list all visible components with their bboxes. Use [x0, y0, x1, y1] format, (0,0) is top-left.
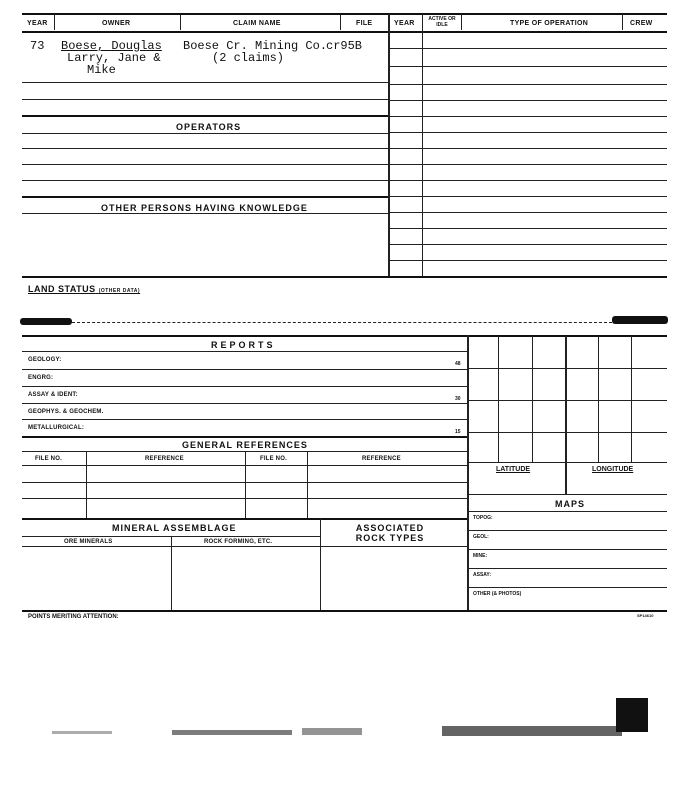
rule	[390, 148, 667, 149]
land-status-sub: (OTHER DATA)	[98, 288, 141, 294]
points-meriting-attention: POINTS MERITING ATTENTION:	[28, 614, 119, 620]
rule	[468, 549, 667, 550]
rule	[22, 180, 388, 181]
rule	[22, 99, 388, 100]
maps-geol-label: GEOL:	[473, 534, 489, 540]
rule	[468, 494, 667, 495]
report-engrg-label: ENGRG:	[28, 375, 54, 381]
entry-file: cr95B	[326, 39, 363, 53]
rule	[22, 148, 388, 149]
form-number: SP14610	[637, 613, 654, 618]
col-divider	[461, 14, 462, 30]
rule	[22, 276, 667, 278]
report-geophys-label: GEOPHYS. & GEOCHEM.	[28, 409, 104, 415]
land-status-heading	[28, 284, 140, 294]
entry-year: 73	[30, 39, 45, 53]
grid-line	[532, 336, 533, 462]
grid-line	[468, 462, 667, 463]
rule	[22, 335, 667, 337]
maps-topog-label: TOPOG:	[473, 515, 493, 521]
entry-claim-line2: (2 claims)	[212, 51, 285, 65]
maps-assay-label: ASSAY:	[473, 572, 492, 578]
rule	[390, 228, 667, 229]
entry-claim-line1: Boese Cr. Mining Co.	[183, 39, 328, 53]
col-divider	[171, 537, 172, 610]
right-panel-divider	[388, 14, 390, 276]
report-assay-label: ASSAY & IDENT:	[28, 392, 78, 398]
land-status-label: LAND STATUS	[28, 284, 96, 294]
report-geology-num: 48	[455, 361, 461, 367]
operators-heading: OPERATORS	[176, 122, 242, 132]
header-bottom-rule	[22, 31, 667, 33]
mineral-assemblage-heading: MINERAL ASSEMBLAGE	[112, 523, 237, 533]
scan-noise	[22, 722, 667, 750]
col-divider	[86, 452, 87, 518]
rule	[390, 180, 667, 181]
report-metallurgical-num: 15	[455, 429, 461, 435]
col-divider	[245, 452, 246, 518]
rule	[22, 482, 467, 483]
report-assay-num: 30	[455, 396, 461, 402]
report-geology-label: GEOLOGY:	[28, 357, 62, 363]
rule	[468, 587, 667, 588]
rule	[390, 116, 667, 117]
header-active-idle: ACTIVE OR IDLE	[428, 16, 456, 28]
panel-divider	[467, 335, 469, 612]
scan-blot	[612, 316, 668, 324]
scan-blot	[616, 698, 648, 732]
header-claim-name: CLAIM NAME	[233, 20, 281, 27]
rule	[390, 48, 667, 49]
rule	[390, 244, 667, 245]
header-type-of-operation: TYPE OF OPERATION	[510, 20, 589, 27]
scan-blot	[302, 728, 362, 735]
longitude-label: LONGITUDE	[592, 466, 634, 473]
rule	[390, 260, 667, 261]
header-top-rule	[22, 13, 667, 15]
col-divider	[622, 14, 623, 30]
grid-line	[598, 336, 599, 462]
rule	[22, 369, 467, 370]
scan-blot	[172, 730, 292, 735]
entry-owner-line1: Boese, Douglas	[61, 39, 162, 53]
associated-rock-types-heading: ASSOCIATED ROCK TYPES	[355, 523, 425, 543]
rule	[390, 84, 667, 85]
rule	[22, 546, 467, 547]
rule	[468, 530, 667, 531]
scan-blot	[52, 731, 112, 734]
col-divider	[422, 14, 423, 276]
col-divider	[320, 519, 321, 610]
rule	[22, 518, 467, 520]
rule	[22, 436, 467, 438]
col-divider	[340, 14, 341, 30]
rule	[22, 386, 467, 387]
rule	[390, 164, 667, 165]
latitude-label: LATITUDE	[496, 466, 531, 473]
entry-owner-line2: Larry, Jane &	[67, 51, 161, 65]
rule	[22, 498, 467, 499]
grid-line	[468, 400, 667, 401]
ore-minerals-label: ORE MINERALS	[64, 539, 113, 545]
rule	[390, 66, 667, 67]
rule	[22, 196, 388, 198]
report-metallurgical-label: METALLURGICAL:	[28, 425, 85, 431]
grid-line	[468, 368, 667, 369]
rule	[22, 115, 388, 117]
rule	[22, 133, 388, 134]
grid-line	[468, 432, 667, 433]
grid-line	[565, 336, 567, 494]
scan-blot	[20, 318, 72, 325]
ref-reference-1: REFERENCE	[145, 456, 184, 462]
col-divider	[307, 452, 308, 518]
ref-file-no-2: FILE NO.	[260, 456, 287, 462]
general-references-heading: GENERAL REFERENCES	[182, 440, 308, 450]
grid-line	[631, 336, 632, 462]
ref-file-no-1: FILE NO.	[35, 456, 62, 462]
reports-heading: REPORTS	[211, 340, 276, 350]
rule	[22, 164, 388, 165]
maps-mine-label: MINE:	[473, 553, 488, 559]
rule	[468, 568, 667, 569]
entry-owner-line3: Mike	[87, 63, 116, 77]
rule	[22, 419, 467, 420]
rule	[72, 322, 612, 323]
other-persons-heading: OTHER PERSONS HAVING KNOWLEDGE	[101, 203, 308, 213]
rock-forming-label: ROCK FORMING, ETC.	[204, 539, 273, 545]
rule	[22, 213, 388, 214]
rule	[390, 212, 667, 213]
rule	[390, 132, 667, 133]
rule	[390, 196, 667, 197]
maps-other-label: OTHER (& PHOTOS)	[473, 591, 522, 597]
ref-reference-2: REFERENCE	[362, 456, 401, 462]
rule	[22, 403, 467, 404]
header-year-2: YEAR	[394, 20, 415, 27]
col-divider	[180, 14, 181, 30]
scan-blot	[442, 726, 622, 736]
rule	[22, 82, 388, 83]
header-year: YEAR	[27, 20, 48, 27]
rule	[390, 100, 667, 101]
rule	[22, 610, 667, 612]
col-divider	[54, 14, 55, 30]
rule	[22, 351, 467, 352]
maps-heading: MAPS	[555, 499, 586, 509]
header-owner: OWNER	[102, 20, 131, 27]
grid-line	[498, 336, 499, 462]
rule	[468, 511, 667, 512]
header-crew: CREW	[630, 20, 653, 27]
header-file: FILE	[356, 20, 373, 27]
